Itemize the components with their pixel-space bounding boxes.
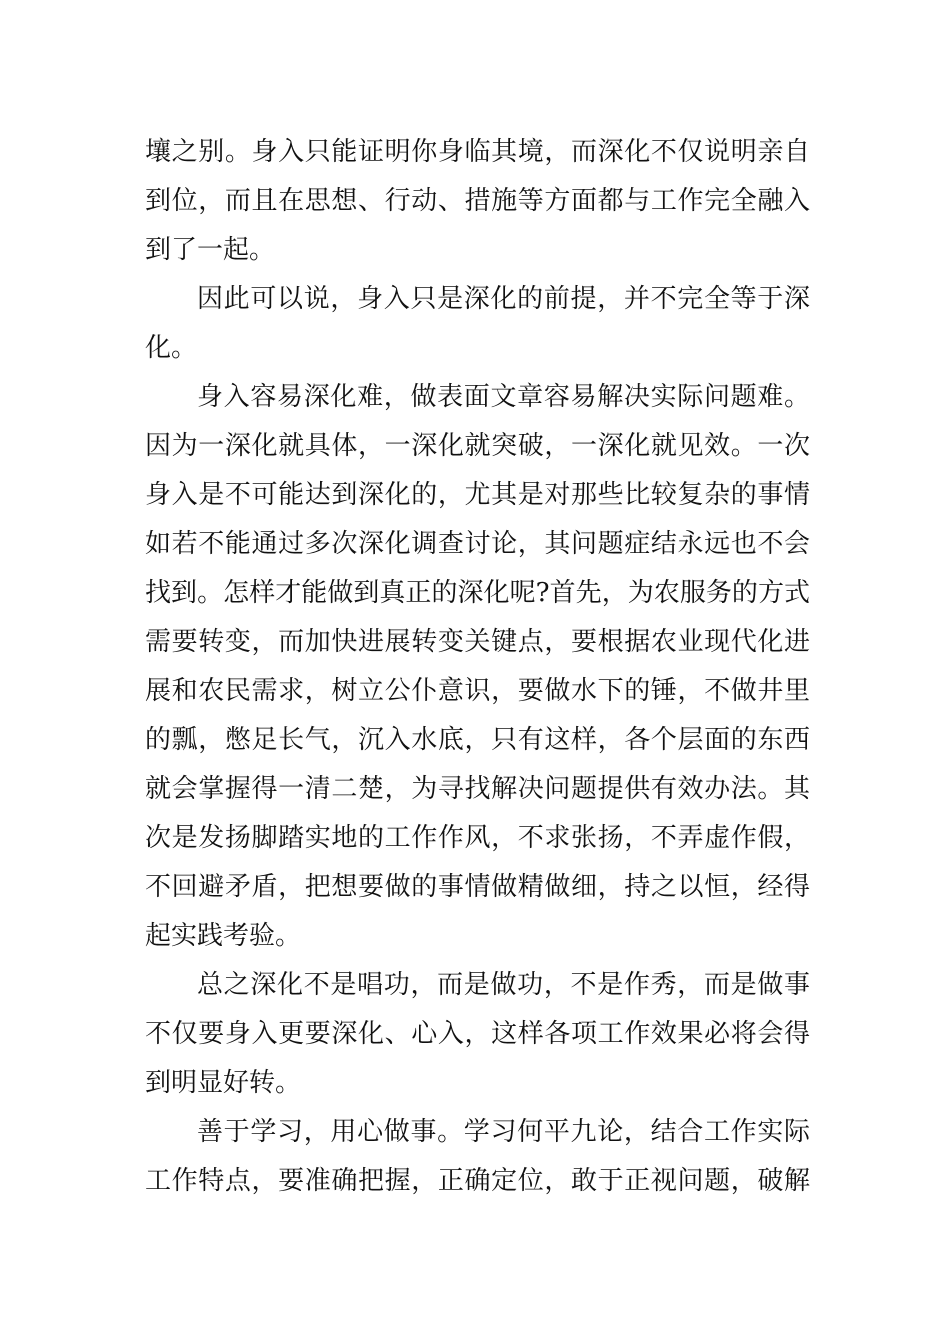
text-line: 到了一起。 (145, 235, 276, 265)
text-line: 到位，而且在思想、行动、措施等方面都与工作完全融入 (145, 186, 810, 216)
text-line: 展和农民需求，树立公仆意识，要做水下的锤，不做井里 (145, 676, 810, 706)
text-line: 身入容易深化难，做表面文章容易解决实际问题难。 (197, 382, 810, 412)
text-line: 到明显好转。 (145, 1068, 302, 1098)
text-line: 壤之别。身入只能证明你身临其境，而深化不仅说明亲自 (145, 137, 810, 167)
text-line: 需要转变，而加快进展转变关键点，要根据农业现代化进 (145, 627, 810, 657)
document-body (145, 128, 810, 1206)
text-line: 化。 (145, 333, 198, 363)
text-line: 不仅要身入更要深化、心入，这样各项工作效果必将会得 (145, 1019, 810, 1049)
text-line: 的瓢，憋足长气，沉入水底，只有这样，各个层面的东西 (145, 725, 810, 755)
text-line: 总之深化不是唱功，而是做功，不是作秀，而是做事 (197, 970, 810, 1000)
text-line: 工作特点，要准确把握，正确定位，敢于正视问题，破解 (145, 1166, 810, 1196)
text-line: 善于学习，用心做事。学习何平九论，结合工作实际 (197, 1117, 810, 1147)
text-line: 身入是不可能达到深化的，尤其是对那些比较复杂的事情 (145, 480, 810, 510)
text-line: 起实践考验。 (145, 921, 302, 951)
text-line: 不回避矛盾，把想要做的事情做精做细，持之以恒，经得 (145, 872, 810, 902)
text-line: 次是发扬脚踏实地的工作作风，不求张扬，不弄虚作假， (145, 823, 810, 853)
text-line: 如若不能通过多次深化调查讨论，其问题症结永远也不会 (145, 529, 810, 559)
text-line: 因此可以说，身入只是深化的前提，并不完全等于深 (197, 284, 810, 314)
text-line: 因为一深化就具体，一深化就突破，一深化就见效。一次 (145, 431, 810, 461)
text-line: 找到。怎样才能做到真正的深化呢?首先，为农服务的方式 (145, 578, 810, 608)
text-line: 就会掌握得一清二楚，为寻找解决问题提供有效办法。其 (145, 774, 810, 804)
